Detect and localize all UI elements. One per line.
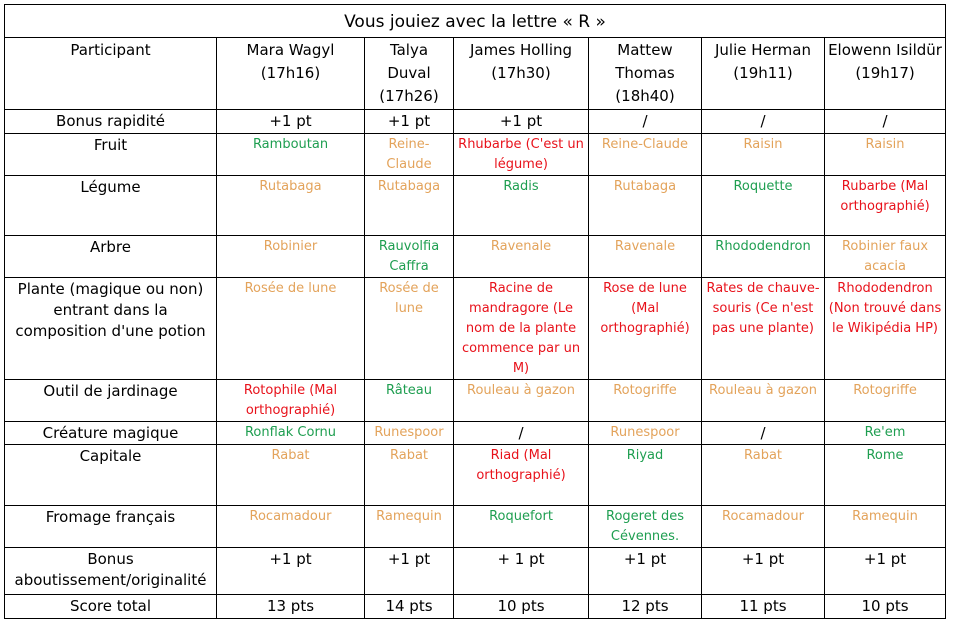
answer-cell: Runespoor	[589, 422, 702, 445]
table-row	[5, 506, 946, 548]
table-row	[5, 595, 946, 619]
participant-time: (17h26)	[379, 87, 439, 105]
participant-header-cell	[825, 38, 946, 110]
answer-cell: Rocamadour	[217, 506, 365, 548]
participant-time: (17h16)	[260, 64, 321, 82]
answer-cell: /	[589, 110, 702, 134]
answer-cell: Rhododendron	[702, 236, 825, 278]
participant-name: Mattew Thomas	[615, 41, 675, 82]
participants-row	[5, 38, 946, 110]
answer-cell: +1 pt	[825, 548, 946, 595]
answer-cell: /	[825, 110, 946, 134]
row-label: Fruit	[5, 134, 217, 176]
participant-header-cell	[454, 38, 589, 110]
answer-cell: +1 pt	[702, 548, 825, 595]
answer-cell: Riyad	[589, 445, 702, 506]
answer-cell: Radis	[454, 176, 589, 236]
score-table	[4, 4, 946, 619]
row-label: Créature magique	[5, 422, 217, 445]
participant-time: (18h40)	[615, 87, 675, 105]
answer-cell: /	[702, 422, 825, 445]
answer-cell: Raisin	[825, 134, 946, 176]
answer-cell: Runespoor	[365, 422, 454, 445]
answer-cell: Ramequin	[365, 506, 454, 548]
answer-cell: 12 pts	[589, 595, 702, 619]
answer-cell: + 1 pt	[454, 548, 589, 595]
answer-cell: Rome	[825, 445, 946, 506]
answer-cell: Robinier	[217, 236, 365, 278]
answer-cell: Rouleau à gazon	[454, 380, 589, 422]
answer-cell: Riad (Mal orthographié)	[454, 445, 589, 506]
answer-cell: +1 pt	[365, 548, 454, 595]
answer-cell: Roquette	[702, 176, 825, 236]
row-label: Fromage français	[5, 506, 217, 548]
answer-cell: Rutabaga	[365, 176, 454, 236]
answer-cell: Rouleau à gazon	[702, 380, 825, 422]
answer-cell: +1 pt	[589, 548, 702, 595]
answer-cell: +1 pt	[454, 110, 589, 134]
table-row	[5, 380, 946, 422]
participant-name: Julie Herman	[715, 41, 811, 59]
answer-cell: Rotophile (Mal orthographié)	[217, 380, 365, 422]
answer-cell: /	[454, 422, 589, 445]
participant-name: Elowenn Isildür	[828, 41, 942, 59]
answer-cell: Roquefort	[454, 506, 589, 548]
participant-header-cell	[217, 38, 365, 110]
answer-cell: Rotogriffe	[589, 380, 702, 422]
answer-cell: Robinier faux acacia	[825, 236, 946, 278]
row-label: Score total	[5, 595, 217, 619]
answer-cell: Rogeret des Cévennes.	[589, 506, 702, 548]
participant-time: (19h17)	[855, 64, 915, 82]
answer-cell: Rutabaga	[217, 176, 365, 236]
answer-cell: Rhubarbe (C'est un légume)	[454, 134, 589, 176]
row-label: Bonus rapidité	[5, 110, 217, 134]
answer-cell: Rabat	[702, 445, 825, 506]
answer-cell: Rabat	[365, 445, 454, 506]
answer-cell: 10 pts	[825, 595, 946, 619]
answer-cell: Rosée de lune	[365, 278, 454, 380]
table-row	[5, 236, 946, 278]
row-label: Bonus aboutissement/originalité	[5, 548, 217, 595]
answer-cell: Rubarbe (Mal orthographié)	[825, 176, 946, 236]
answer-cell: 10 pts	[454, 595, 589, 619]
row-label: Plante (magique ou non) entrant dans la composition d'une potion	[5, 278, 217, 380]
row-label: Légume	[5, 176, 217, 236]
participant-name: Talya Duval	[387, 41, 431, 82]
table-row	[5, 422, 946, 445]
answer-cell: +1 pt	[365, 110, 454, 134]
answer-cell: Râteau	[365, 380, 454, 422]
participant-header-cell	[702, 38, 825, 110]
participant-header-cell	[589, 38, 702, 110]
answer-cell: +1 pt	[217, 110, 365, 134]
participant-header: Participant	[5, 38, 217, 110]
answer-cell: Rutabaga	[589, 176, 702, 236]
answer-cell: Rotogriffe	[825, 380, 946, 422]
answer-cell: Ramequin	[825, 506, 946, 548]
answer-cell: +1 pt	[217, 548, 365, 595]
row-label: Capitale	[5, 445, 217, 506]
table-row	[5, 110, 946, 134]
table-row	[5, 176, 946, 236]
participant-header-cell	[365, 38, 454, 110]
table-row	[5, 445, 946, 506]
answer-cell: Ronflak Cornu	[217, 422, 365, 445]
answer-cell: /	[702, 110, 825, 134]
answer-cell: Rosée de lune	[217, 278, 365, 380]
answer-cell: Rhododendron (Non trouvé dans le Wikipédia HP)	[825, 278, 946, 380]
table-row	[5, 278, 946, 380]
table-row	[5, 548, 946, 595]
answer-cell: Rauvolfia Caffra	[365, 236, 454, 278]
answer-cell: Ravenale	[589, 236, 702, 278]
table-title: Vous jouiez avec la lettre « R »	[5, 5, 946, 38]
row-label: Outil de jardinage	[5, 380, 217, 422]
answer-cell: Rabat	[217, 445, 365, 506]
table-row	[5, 134, 946, 176]
row-label: Arbre	[5, 236, 217, 278]
participant-time: (19h11)	[733, 64, 793, 82]
answer-cell: 14 pts	[365, 595, 454, 619]
answer-cell: Rocamadour	[702, 506, 825, 548]
participant-name: Mara Wagyl	[246, 41, 335, 59]
participant-time: (17h30)	[491, 64, 551, 82]
answer-cell: Racine de mandragore (Le nom de la plante commence par un M)	[454, 278, 589, 380]
answer-cell: Ravenale	[454, 236, 589, 278]
answer-cell: 11 pts	[702, 595, 825, 619]
answer-cell: Rates de chauve-souris (Ce n'est pas une plante)	[702, 278, 825, 380]
rows-body	[5, 110, 946, 619]
answer-cell: Re'em	[825, 422, 946, 445]
answer-cell: Rose de lune (Mal orthographié)	[589, 278, 702, 380]
answer-cell: Raisin	[702, 134, 825, 176]
answer-cell: Reine-Claude	[589, 134, 702, 176]
participant-name: James Holling	[469, 41, 573, 59]
answer-cell: 13 pts	[217, 595, 365, 619]
answer-cell: Ramboutan	[217, 134, 365, 176]
answer-cell: Reine-Claude	[365, 134, 454, 176]
